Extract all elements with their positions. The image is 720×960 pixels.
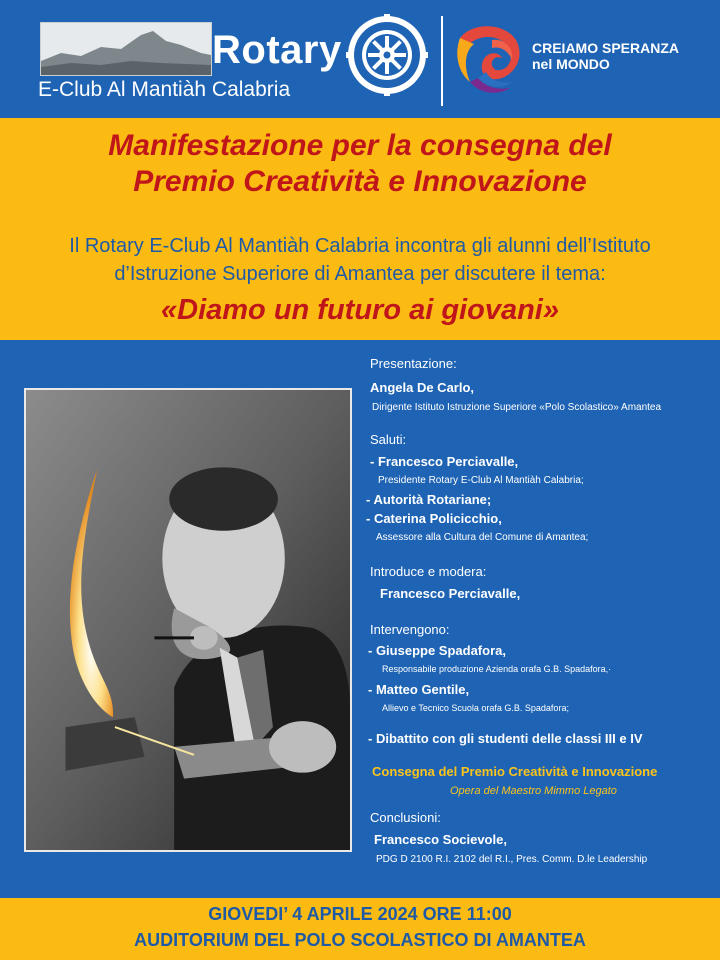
event-title-line-2: Premio Creatività e Innovazione bbox=[133, 165, 587, 198]
event-title bbox=[0, 128, 720, 200]
saluti-item-1-role: Presidente Rotary E-Club Al Mantiàh Calabria; bbox=[378, 475, 584, 486]
intervengono-heading: Intervengono: bbox=[370, 622, 450, 637]
header bbox=[0, 0, 720, 118]
footer bbox=[0, 898, 720, 960]
slogan-line-1: CREIAMO SPERANZA bbox=[532, 40, 680, 56]
modera-name: Francesco Perciavalle, bbox=[380, 586, 521, 601]
presentazione-heading: Presentazione: bbox=[370, 356, 457, 371]
club-landscape-logo bbox=[40, 22, 212, 76]
logo-divider bbox=[441, 16, 443, 106]
event-intro bbox=[0, 232, 720, 288]
opera-maestro: Opera del Maestro Mimmo Legato bbox=[450, 785, 617, 797]
conclusioni-heading: Conclusioni: bbox=[370, 810, 441, 825]
rotary-wordmark: Rotary bbox=[212, 28, 342, 72]
slogan bbox=[532, 40, 679, 72]
event-intro-line-2: d’Istruzione Superiore di Amantea per discutere il tema: bbox=[114, 263, 606, 285]
conclusioni-role: PDG D 2100 R.I. 2102 del R.I., Pres. Comm. D.le Leadership bbox=[376, 854, 648, 865]
club-name: E-Club Al Mantiàh Calabria bbox=[38, 78, 291, 101]
saluti-item-3-role: Assessore alla Cultura del Comune di Amantea; bbox=[376, 532, 589, 543]
saluti-item-3-name: - Caterina Policicchio, bbox=[366, 511, 502, 526]
event-title-line-1: Manifestazione per la consegna del bbox=[108, 129, 612, 162]
rotary-wheel-icon bbox=[346, 14, 428, 96]
saluti-heading: Saluti: bbox=[370, 432, 407, 447]
event-date: GIOVEDI’ 4 APRILE 2024 ORE 11:00 bbox=[208, 904, 512, 924]
presentazione-name: Angela De Carlo, bbox=[370, 380, 475, 395]
conclusioni-name: Francesco Socievole, bbox=[374, 832, 507, 847]
dibattito: - Dibattito con gli studenti delle classi III e IV bbox=[368, 731, 643, 746]
intervento-2-role: Allievo e Tecnico Scuola orafa G.B. Spadafora; bbox=[382, 703, 569, 713]
event-theme: «Diamo un futuro ai giovani» bbox=[161, 294, 559, 326]
goldsmith-photo bbox=[24, 388, 352, 852]
intervento-2-name: - Matteo Gentile, bbox=[368, 682, 470, 697]
hope-theme-logo bbox=[452, 20, 524, 108]
saluti-item-1-name: - Francesco Perciavalle, bbox=[370, 454, 519, 469]
consegna-premio: Consegna del Premio Creatività e Innovazione bbox=[372, 764, 658, 779]
slogan-line-2: nel MONDO bbox=[532, 56, 610, 72]
intervento-1-role: Responsabile produzione Azienda orafa G.B. Spadafora,· bbox=[382, 664, 612, 674]
presentazione-role: Dirigente Istituto Istruzione Superiore «Polo Scolastico» Amantea bbox=[372, 402, 662, 413]
intervento-1-name: - Giuseppe Spadafora, bbox=[368, 643, 506, 658]
saluti-item-2-name: - Autorità Rotariane; bbox=[366, 492, 492, 507]
event-intro-line-1: Il Rotary E-Club Al Mantiàh Calabria incontra gli alunni dell’Istituto bbox=[69, 235, 651, 257]
event-venue: AUDITORIUM DEL POLO SCOLASTICO DI AMANTEA bbox=[134, 930, 586, 950]
modera-heading: Introduce e modera: bbox=[370, 564, 487, 579]
